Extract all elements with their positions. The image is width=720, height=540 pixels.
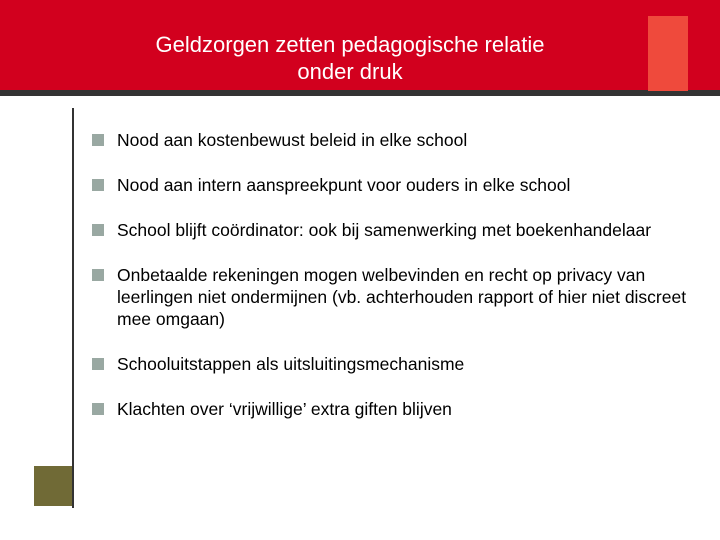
bullet-item bbox=[92, 174, 692, 196]
bullet-text: Nood aan kostenbewust beleid in elke school bbox=[117, 130, 468, 150]
bullet-list bbox=[92, 129, 692, 443]
slide-title-line-2: onder druk bbox=[297, 59, 403, 84]
square-bullet-icon bbox=[92, 269, 104, 281]
bullet-text: Klachten over ‘vrijwillige’ extra giften blijven bbox=[117, 399, 452, 419]
square-bullet-icon bbox=[92, 403, 104, 415]
bullet-item bbox=[92, 353, 692, 375]
square-bullet-icon bbox=[92, 224, 104, 236]
left-accent-block bbox=[34, 466, 72, 506]
bullet-item bbox=[92, 129, 692, 151]
title-bar-divider bbox=[0, 90, 720, 96]
bullet-text: Nood aan intern aanspreekpunt voor ouders in elke school bbox=[117, 175, 571, 195]
left-vertical-rule bbox=[72, 108, 74, 508]
square-bullet-icon bbox=[92, 134, 104, 146]
square-bullet-icon bbox=[92, 358, 104, 370]
bullet-text: Schooluitstappen als uitsluitingsmechanisme bbox=[117, 354, 465, 374]
square-bullet-icon bbox=[92, 179, 104, 191]
bullet-item bbox=[92, 398, 692, 420]
slide-title bbox=[80, 31, 620, 85]
bullet-item bbox=[92, 264, 692, 330]
bullet-text: Onbetaalde rekeningen mogen welbevinden en recht op privacy van leerlingen niet ondermijnen (vb. achterhouden rapport of hier niet discreet mee omgaan) bbox=[117, 265, 687, 329]
corner-accent-block bbox=[648, 16, 688, 91]
slide-title-line-1: Geldzorgen zetten pedagogische relatie bbox=[155, 32, 545, 57]
bullet-text: School blijft coördinator: ook bij samenwerking met boekenhandelaar bbox=[117, 220, 652, 240]
bullet-item bbox=[92, 219, 692, 241]
